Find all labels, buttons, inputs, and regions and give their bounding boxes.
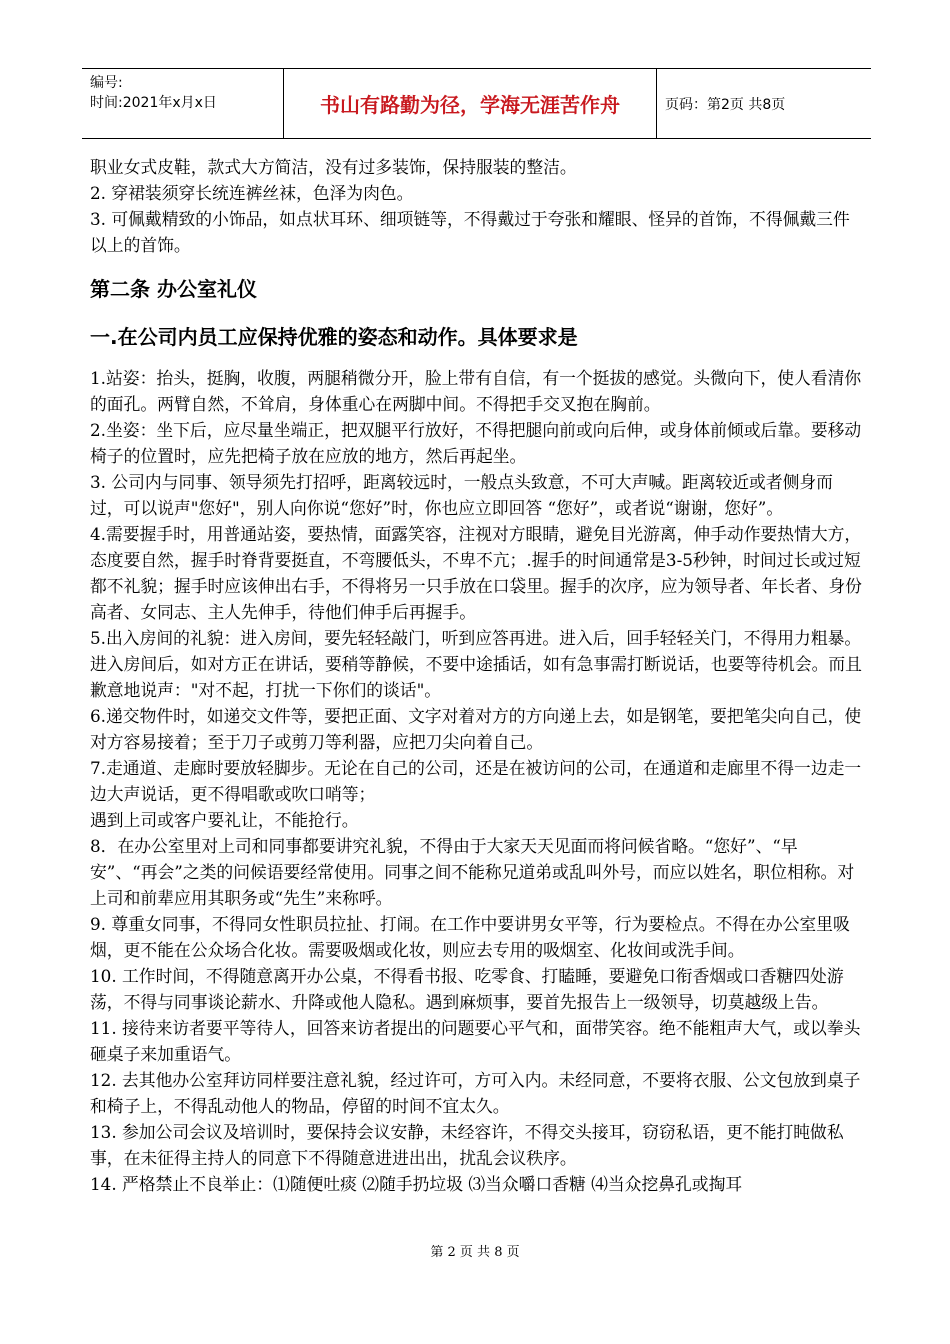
header-page-number: 页码：第2页 共8页 <box>665 96 786 113</box>
list-item: 10. 工作时间，不得随意离开办公桌，不得看书报、吃零食、打瞌睡，要避免口衔香烟或口香糖四处游荡，不得与同事谈论薪水、升降或他人隐私。遇到麻烦事，要首先报告上一级领导，切莫越级上告。 <box>90 966 844 1012</box>
list-item: 1.站姿：抬头，挺胸，收腹，两腿稍微分开，脸上带有自信，有一个挺拔的感觉。头微向下，使人看清你的面孔。两臂自然，不耸肩，身体重心在两脚中间。不得把手交叉抱在胸前。 <box>90 368 862 414</box>
paragraph-intro: 职业女式皮鞋，款式大方简洁，没有过多装饰，保持服装的整洁。 <box>90 157 577 177</box>
header-motto: 书山有路勤为径，学海无涯苦作舟 <box>283 69 657 138</box>
document-date-label: 时间:2021年x月x日 <box>90 95 217 111</box>
list-item: 13. 参加公司会议及培训时，要保持会议安静，未经容许，不得交头接耳，窃窃私语，更不能打盹做私事，在未征得主持人的同意下不得随意进进出出，扰乱会议秩序。 <box>90 1122 844 1168</box>
paragraph-item-2: 2. 穿裙装须穿长统连裤丝袜，色泽为肉色。 <box>90 183 414 203</box>
list-item: 4.需要握手时，用普通站姿，要热情，面露笑容，注视对方眼睛，避免目光游离，伸手动作要热情大方，态度要自然，握手时脊背要挺直，不弯腰低头，不卑不亢；.握手的时间通常是3-5秒钟，时间过长或过短都不礼貌；握手时应该伸出右手，不得将另一只手放在口袋里。握手的次序，应为领导者、年长者、身份高者、女同志、主人先伸手，待他们伸手后再握手。 <box>90 524 862 622</box>
paragraph-item-3: 3. 可佩戴精致的小饰品，如点状耳环、细项链等，不得戴过于夸张和耀眼、怪异的首饰，不得佩戴三件以上的首饰。 <box>90 209 850 255</box>
list-item: 7.走通道、走廊时要放轻脚步。无论在自己的公司，还是在被访问的公司，在通道和走廊里不得一边走一边大声说话，更不得唱歌或吹口哨等； <box>90 758 862 804</box>
document-number-label: 编号: <box>90 75 123 91</box>
list-item: 5.出入房间的礼貌：进入房间，要先轻轻敲门，听到应答再进。进入后，回手轻轻关门，不得用力粗暴。进入房间后，如对方正在讲话，要稍等静候，不要中途插话，如有急事需打断说话，也要等待机会。而且歉意地说声："对不起，打扰一下你们的谈话"。 <box>90 628 862 700</box>
list-item: 14. 严格禁止不良举止：⑴随便吐痰 ⑵随手扔垃圾 ⑶当众嚼口香糖 ⑷当众挖鼻孔或掏耳 <box>90 1174 743 1194</box>
list-item: 11. 接待来访者要平等待人，回答来访者提出的问题要心平气和，面带笑容。绝不能粗声大气，或以拳头砸桌子来加重语气。 <box>90 1018 861 1064</box>
page-footer: 第 2 页 共 8 页 <box>430 1245 520 1260</box>
list-item: 9. 尊重女同事，不得同女性职员拉扯、打闹。在工作中要讲男女平等，行为要检点。不得在办公室里吸烟，更不能在公众场合化妆。需要吸烟或化妆，则应去专用的吸烟室、化妆间或洗手间。 <box>90 914 850 960</box>
list-item: 3. 公司内与同事、领导须先打招呼，距离较远时，一般点头致意，不可大声喊。距离较近或者侧身而过，可以说声"您好"，别人向你说“您好”时，你也应立即回答 “您好”，或者说“谢谢，您好”。 <box>90 472 833 518</box>
list-item: 8．在办公室里对上司和同事都要讲究礼貌，不得由于大家天天见面而将问候省略。“您好”、“早安”、“再会”之类的问候语要经常使用。同事之间不能称兄道弟或乱叫外号，而应以姓名，职位相称。对上司和前辈应用其职务或“先生”来称呼。 <box>90 836 855 908</box>
section-heading: 一.在公司内员工应保持优雅的姿态和动作。具体要求是 <box>90 325 578 349</box>
header-meta <box>82 69 283 138</box>
list-item: 2.坐姿：坐下后，应尽量坐端正，把双腿平行放好，不得把腿向前或向后伸，或身体前倾或后靠。要移动椅子的位置时，应先把椅子放在应放的地方，然后再起坐。 <box>90 420 862 466</box>
page-header <box>82 68 871 139</box>
document-body <box>90 154 865 1197</box>
list-item: 6.递交物件时，如递交文件等，要把正面、文字对着对方的方向递上去，如是钢笔，要把笔尖向自己，使对方容易接着；至于刀子或剪刀等利器，应把刀尖向着自己。 <box>90 706 862 752</box>
list-item: 12. 去其他办公室拜访同样要注意礼貌，经过许可，方可入内。未经同意，不要将衣服、公文包放到桌子和椅子上，不得乱动他人的物品，停留的时间不宜太久。 <box>90 1070 861 1116</box>
list-item-continuation: 遇到上司或客户要礼让，不能抢行。 <box>90 810 359 830</box>
article-heading: 第二条 办公室礼仪 <box>90 277 257 301</box>
